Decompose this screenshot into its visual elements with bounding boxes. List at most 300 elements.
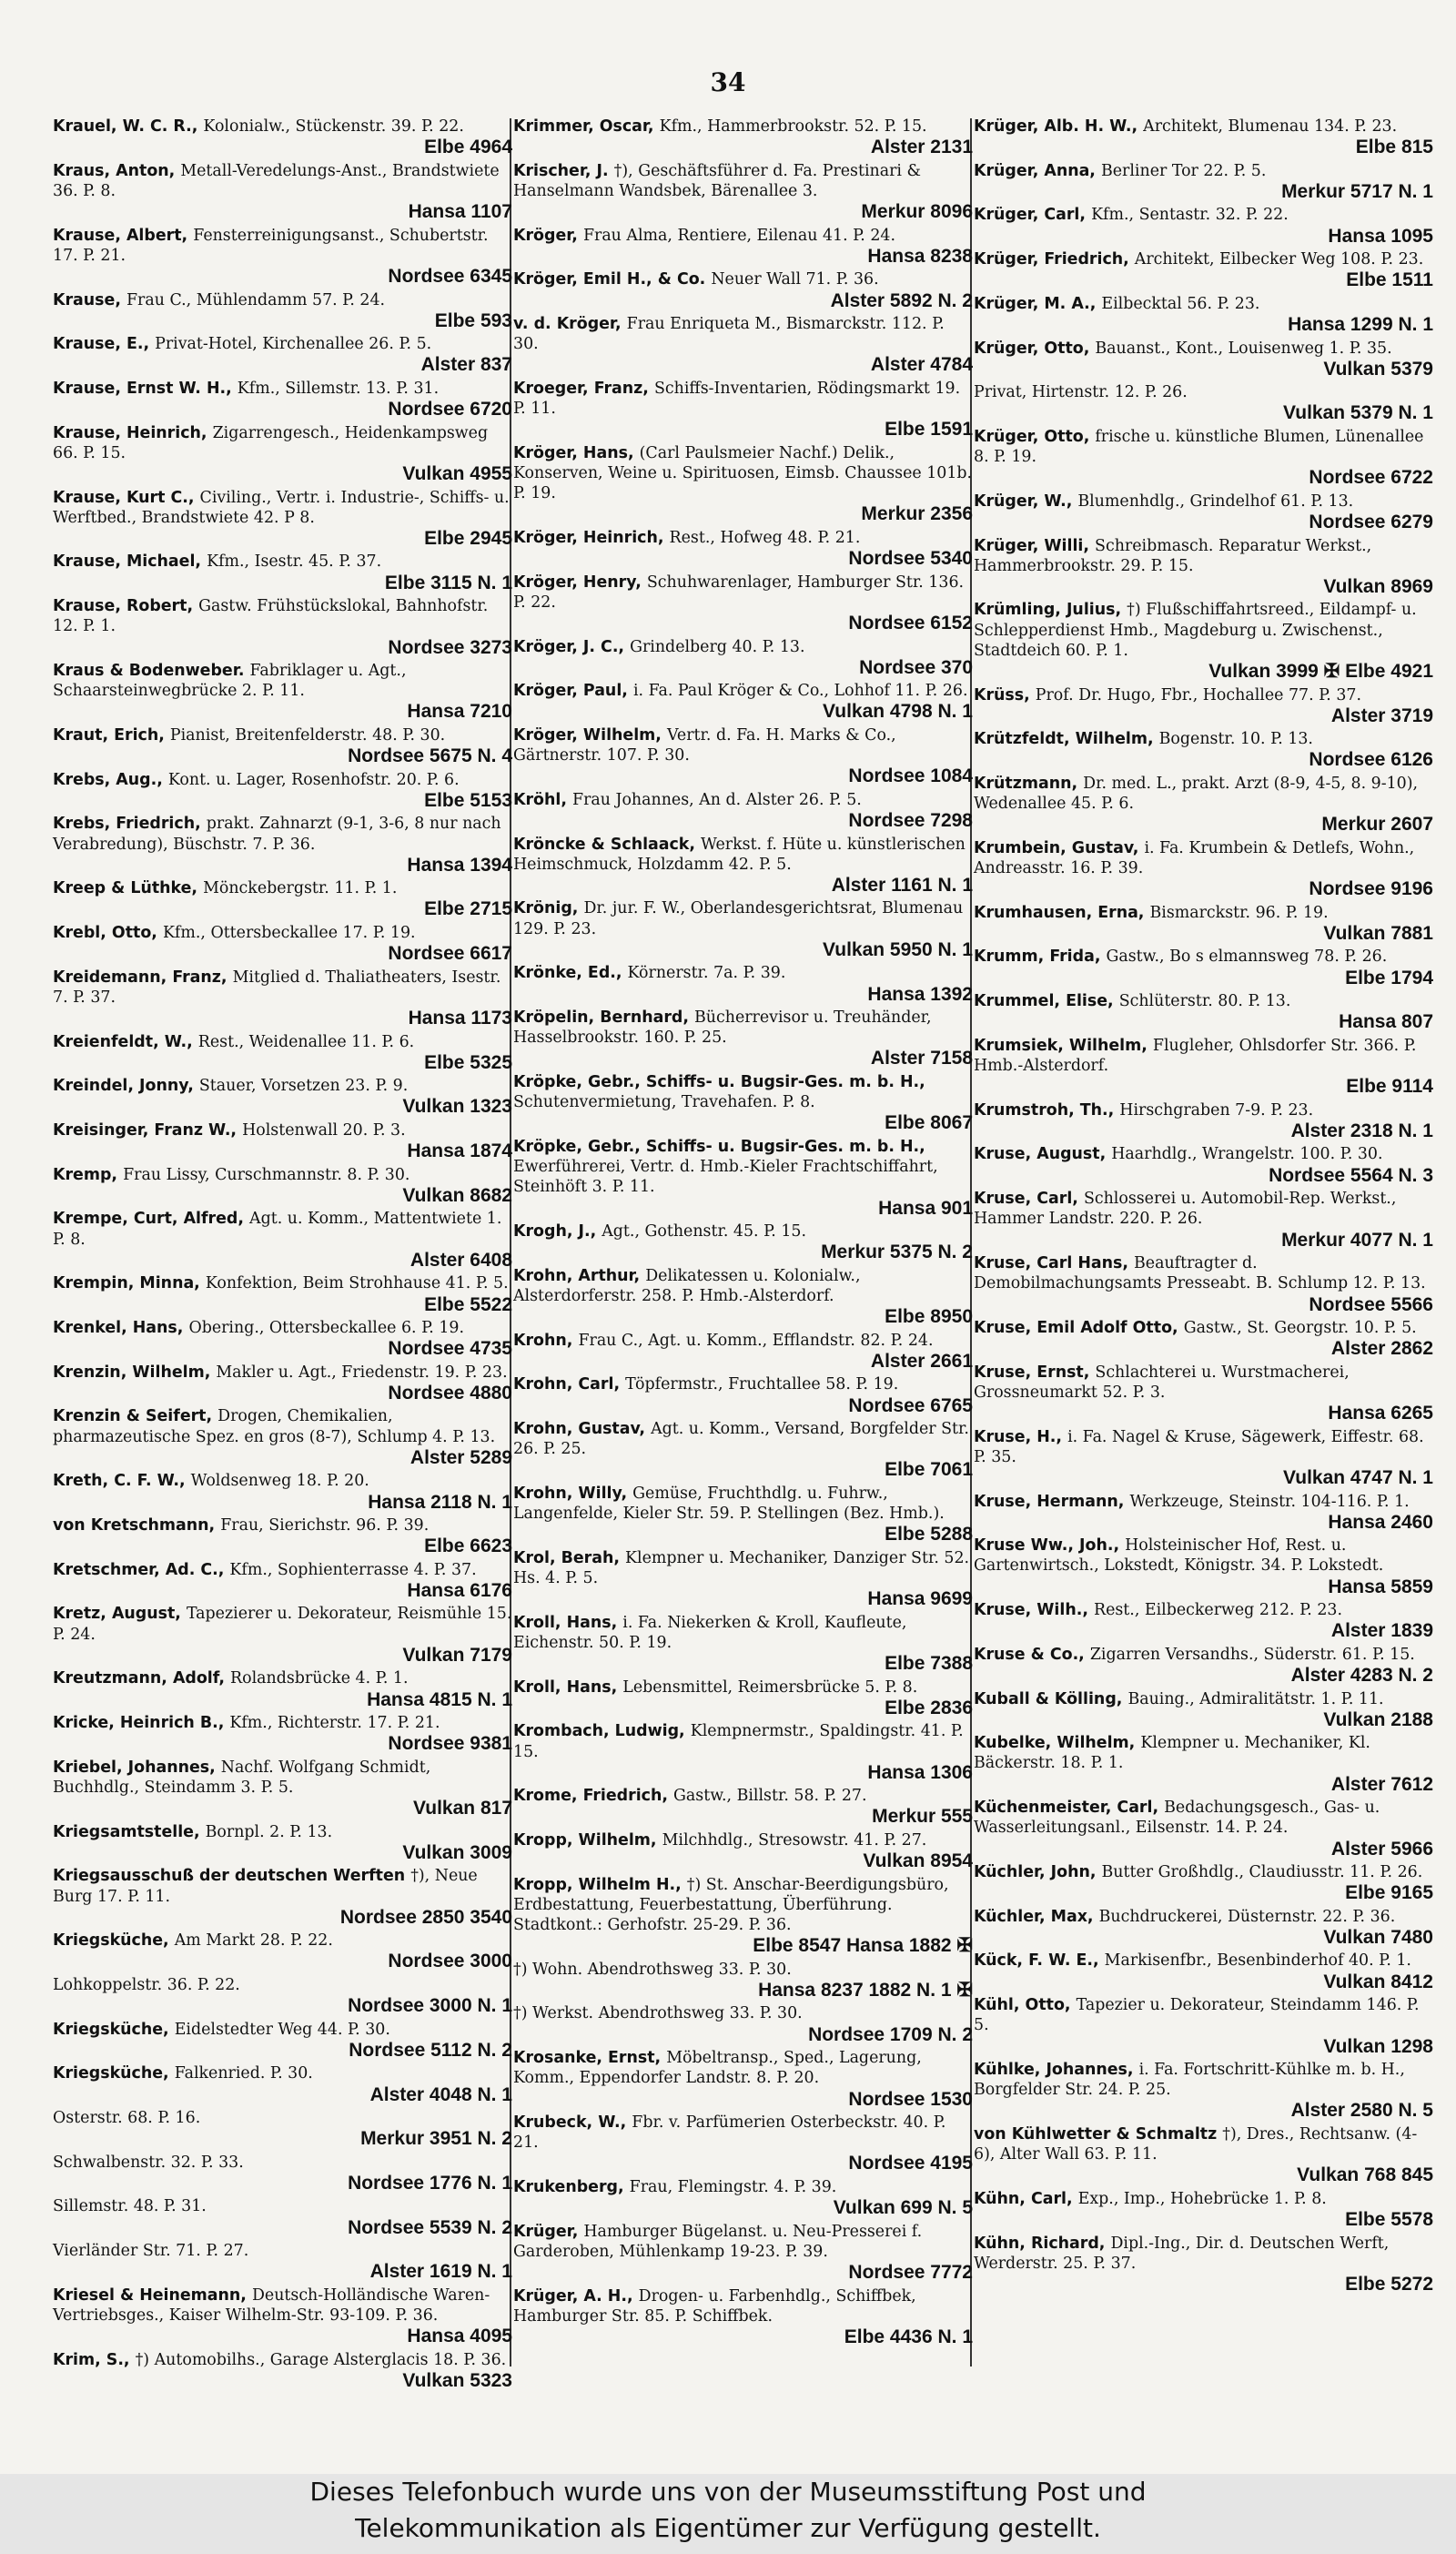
entry-phone [53,2128,512,2150]
phone-number: Elbe 1794 [1345,967,1433,988]
entry-details: Möbeltransp., Sped., Lagerung, Komm., Eppendorfer Landstr. 8. P. 20. [513,2049,922,2088]
entry-name: Kröger, Wilhelm, [513,725,667,745]
entry-details: Nachf. Wolfgang Schmidt, Buchhdlg., Steindamm 3. P. 5. [53,1758,431,1797]
entry-name: Krohn, Gustav, [513,1420,652,1439]
entry-details: Kfm., Isestr. 45. P. 37. [207,552,382,572]
directory-entry [974,1036,1433,1098]
entry-phone [513,2262,973,2284]
entry-phone [53,2084,512,2106]
directory-entry [974,1189,1433,1251]
directory-entry [974,1951,1433,1992]
entry-phone [513,1850,973,1872]
entry-details: Falkenried. P. 30. [174,2064,313,2083]
entry-phone [513,1935,973,1957]
phone-number: Elbe 5578 [1345,2209,1433,2231]
entry-name: Kremp, [53,1165,124,1184]
directory-entry [53,1076,512,1118]
phone-number: Nordsee 1709 N. 2 [808,2023,973,2045]
directory-entry [513,1875,973,1958]
entry-phone [513,1198,973,1220]
directory-entry [513,2003,973,2045]
directory-entry [974,161,1433,203]
entry-phone [974,1512,1433,1534]
directory-entry [53,379,512,421]
entry-details: †), Dres., Rechtsanw. (4-6), Alter Wall 63. P. 11. [974,2124,1418,2164]
phone-number: Elbe 6623 [424,1535,512,1557]
phone-number: Nordsee 6279 [1309,512,1433,533]
entry-details: Markisenfbr., Besenbinderhof 40. P. 1. [1104,1951,1411,1971]
entry-details: Tapezierer u. Dekorateur, Reismühle 15. P. 24. [53,1605,512,1644]
directory-entry [974,492,1433,533]
entry-phone [974,1927,1433,1949]
phone-number: Elbe 8067 [885,1112,973,1134]
phone-number: Nordsee 5112 N. 2 [349,2039,512,2061]
entry-name: Krumstroh, Th., [974,1100,1120,1120]
directory-entry [974,1733,1433,1795]
entry-details: Flugleher, Ohlsdorfer Str. 366. P. Hmb.-Alsterdorf. [974,1036,1417,1076]
entry-phone [53,137,512,158]
entry-details: frische u. künstliche Blumen, Lünenallee 8. P. 19. [974,427,1424,467]
entry-phone [513,875,973,897]
phone-number: Vulkan 8969 [1323,575,1433,597]
entry-phone [53,855,512,877]
directory-entry [53,1822,512,1864]
entry-phone [974,1665,1433,1687]
directory-entry [513,963,973,1005]
entry-phone [53,399,512,421]
entry-details: Metall-Veredelungs-Anst., Brandstwiete 36. P. 8. [53,161,500,200]
entry-details: Gastw. Frühstückslokal, Bahnhofstr. 12. P. 1. [53,597,489,636]
entry-phone [513,657,973,679]
phone-number: Nordsee 4195 [848,2153,973,2174]
entry-phone [974,1839,1433,1860]
phone-number: Merkur 4077 N. 1 [1281,1229,1433,1251]
phone-number: Hansa 2460 [1328,1511,1433,1533]
entry-details: Mönckebergstr. 11. P. 1. [203,879,398,898]
entry-name: von Kretschmann, [53,1516,221,1535]
entry-details: †) Automobilhs., Garage Alsterglacis 18. P. 36. [135,2350,507,2369]
entry-name: Kreienfeldt, W., [53,1032,198,1051]
directory-entry [974,117,1433,158]
entry-name: Kriegsküche, [53,2020,175,2039]
entry-phone [513,2326,973,2348]
phone-number: Hansa 1874 [407,1140,512,1162]
directory-entry [513,1072,973,1134]
phone-number: Elbe 2715 [424,898,512,920]
entry-name: Krüss, [974,685,1036,704]
directory-entry [513,1677,973,1719]
phone-number: Vulkan 2188 [1323,1708,1433,1730]
entry-phone [53,2261,512,2283]
entry-name: Kroeger, Franz, [513,379,654,398]
directory-entry [513,573,973,634]
entry-name: Kröger, Paul, [513,682,633,701]
entry-details: Holstenwall 20. P. 3. [242,1120,406,1140]
entry-details: Bauing., Admiralitätstr. 1. P. 11. [1127,1689,1384,1708]
entry-phone [974,314,1433,336]
entry-details: prakt. Zahnarzt (9-1, 3-6, 8 nur nach Verabredung), Büschstr. 7. P. 36. [53,815,501,854]
entry-details: Bücherrevisor u. Treuhänder, Hasselbrookstr. 160. P. 25. [513,1008,932,1048]
phone-number: Elbe 3115 N. 1 [384,572,512,593]
entry-name: Kruse, Ernst, [974,1363,1096,1382]
entry-phone [513,1698,973,1719]
entry-details: Kont. u. Lager, Rosenhofstr. 20. P. 6. [167,770,460,789]
directory-entry [974,2124,1433,2186]
phone-number: Nordsee 6345 [388,266,512,288]
entry-details: Klempner u. Mechaniker, Danziger Str. 52. Hs. 4. P. 5. [513,1548,970,1588]
entry-phone [974,1971,1433,1993]
directory-entry [513,161,973,223]
phone-number: Nordsee 6720 [388,399,512,421]
entry-name: Krause, Michael, [53,552,207,572]
directory-entry [53,814,512,876]
entry-phone [53,2173,512,2194]
entry-details: †) St. Anschar-Beerdigungsbüro, Erdbestattung, Feuerbestattung, Überführung. Stadtkont.: Gerhofstr. 25-29. P. 36. [513,1875,949,1935]
entry-name: Kraut, Erich, [53,725,170,745]
entry-phone [513,2089,973,2111]
phone-number: Merkur 2356 [861,503,973,525]
entry-details: Woldsenweg 18. P. 20. [190,1472,369,1491]
phone-number: Hansa 901 [878,1197,973,1219]
entry-name: Krenzin, Wilhelm, [53,1363,217,1382]
entry-name: Krosanke, Ernst, [513,2049,667,2068]
entry-details: Kfm., Sophienterrasse 4. P. 37. [229,1560,477,1579]
entry-details: i. Fa. Paul Kröger & Co., Lohhof 11. P. 26. [632,682,968,701]
directory-entry [974,1253,1433,1315]
entry-name: Kühn, Carl, [974,2189,1078,2208]
entry-phone [53,2370,512,2392]
entry-details: Eilbecktal 56. P. 23. [1101,294,1260,313]
directory-entry [974,205,1433,247]
phone-number: Hansa 1299 N. 1 [1288,314,1433,336]
entry-details: Gastw., St. Georgstr. 10. P. 5. [1183,1319,1417,1337]
phone-number: Elbe 4436 N. 1 [844,2326,973,2347]
entry-name: Krumsiek, Wilhelm, [974,1036,1153,1055]
entry-details: Frau C., Mühlendamm 57. P. 24. [126,290,386,309]
entry-details: Prof. Dr. Hugo, Fbr., Hochallee 77. P. 37. [1035,685,1362,704]
entry-details: Fensterreinigungsanst., Schubertstr. 17. P. 21. [53,226,489,265]
entry-phone [513,701,973,723]
directory-entry [513,2113,973,2174]
entry-details: Pianist, Breitenfelderstr. 48. P. 30. [169,725,446,745]
phone-number: Elbe 2836 [885,1697,973,1718]
entry-name: Krüger, [513,2222,584,2241]
directory-entry [53,488,512,550]
directory-entry [974,1798,1433,1860]
directory-entry [974,536,1433,598]
entry-name: Kühl, Otto, [974,1996,1077,2015]
phone-number: Nordsee 1084 [848,765,973,787]
entry-phone [974,1467,1433,1489]
entry-details: Schlosserei u. Automobil-Rep. Werkst., Hammer Landstr. 220. P. 26. [974,1190,1397,1229]
entry-phone [513,1351,973,1373]
entry-phone [53,745,512,767]
entry-phone [974,923,1433,945]
entry-name: Kriegsküche, [53,2064,175,2083]
entry-details: Hamburger Bügelanst. u. Neu-Presserei f. Garderoben, Mühlenkamp 19-23. P. 39. [513,2222,923,2261]
entry-details: Kfm., Richterstr. 17. P. 21. [229,1714,440,1733]
entry-details: Rolandsbrücke 4. P. 1. [230,1669,409,1688]
entry-phone [974,749,1433,771]
phone-number: Elbe 7061 [885,1459,973,1481]
directory-entry [513,226,973,268]
directory-entry [53,423,512,485]
phone-number: Hansa 2118 N. 1 [368,1491,512,1513]
entry-details: Schwalbenstr. 32. P. 33. [53,2153,244,2172]
entry-name: Krebl, Otto, [53,923,163,942]
entry-phone [53,1995,512,2017]
entry-phone [513,1653,973,1675]
entry-name: Krause, [53,290,126,309]
phone-number: Vulkan 4955 [402,463,512,485]
directory-entry [513,2048,973,2110]
entry-details: Schreibmasch. Reparatur Werkst., Hammerbrookstr. 29. P. 15. [974,536,1372,575]
entry-name: Kraus, Anton, [53,161,181,180]
entry-details: Kfm., Sentastr. 32. P. 22. [1091,206,1289,225]
entry-name: Kühlke, Johannes, [974,2061,1139,2080]
entry-phone [53,1052,512,1074]
entry-phone [974,661,1433,683]
entry-name: Krönig, [513,899,584,918]
entry-phone [513,1588,973,1610]
phone-number: Alster 1161 N. 1 [831,874,973,896]
directory-entry [53,1120,512,1162]
directory-entry [53,1471,512,1513]
entry-details: Milchhdlg., Stresowstr. 41. P. 27. [662,1830,927,1850]
directory-entry [974,1689,1433,1731]
phone-number: Hansa 6176 [407,1579,512,1601]
entry-phone [974,576,1433,598]
directory-entry [53,923,512,965]
directory-entry [53,1165,512,1207]
phone-number: Elbe 593 [434,309,512,331]
directory-entry [974,685,1433,727]
directory-entry [53,2063,512,2105]
entry-name: von Kühlwetter & Schmaltz [974,2124,1223,2144]
entry-name: Krenzin & Seifert, [53,1407,218,1426]
phone-number: Merkur 2607 [1321,814,1433,836]
entry-details: Buchdruckerei, Düsternstr. 22. P. 36. [1098,1907,1396,1926]
entry-name: Krauel, W. C. R., [53,117,204,136]
entry-phone [53,637,512,659]
entry-name: Kruse, August, [974,1145,1112,1164]
entry-name: Krüger, Anna, [974,161,1101,180]
directory-entry [974,729,1433,771]
entry-details: Berliner Tor 22. P. 5. [1100,161,1267,180]
entry-phone [974,1230,1433,1252]
phone-number: Vulkan 7881 [1323,922,1433,944]
entry-details: Agt. u. Komm., Versand, Borgfelder Str. 26. P. 25. [513,1420,969,1459]
entry-phone [513,201,973,223]
entry-name: Kruse, Carl Hans, [974,1254,1135,1273]
entry-phone [513,1395,973,1417]
entry-name: Krohn, Arthur, [513,1266,646,1285]
phone-number: Nordsee 4735 [388,1338,512,1360]
entry-phone [513,1112,973,1134]
phone-number: Hansa 1392 [867,983,973,1005]
entry-details: Holsteinischer Hof, Rest. u. Gartenwirtsch., Lokstedt, Königstr. 34. P. Lokstedt. [974,1536,1384,1576]
entry-details: Architekt, Blumenau 134. P. 23. [1143,117,1398,136]
entry-name: Krebs, Friedrich, [53,815,207,834]
phone-number: Elbe 1511 [1346,269,1433,291]
entry-phone [513,613,973,634]
entry-details: i. Fa. Krumbein & Detlefs, Wohn., Andreasstr. 16. P. 39. [974,838,1415,878]
entry-name: Kruse, H., [974,1427,1068,1446]
phone-number: Vulkan 8682 [402,1184,512,1206]
phone-number: Elbe 5272 [1345,2273,1433,2295]
phone-number: Elbe 9114 [1346,1076,1433,1098]
entry-details: Fabriklager u. Agt., Schaarsteinwegbrücke 2. P. 11. [53,662,407,701]
entry-phone [974,1165,1433,1187]
phone-number: Nordsee 5675 N. 4 [348,745,512,767]
entry-details: Dipl.-Ing., Dir. d. Deutschen Werft, Werderstr. 25. P. 37. [974,2234,1390,2273]
directory-entry [974,947,1433,988]
entry-name: Krause, Kurt C., [53,488,200,507]
directory-entry [513,443,973,526]
entry-name: Kubelke, Wilhelm, [974,1734,1141,1753]
phone-number: Vulkan 7480 [1323,1926,1433,1948]
phone-number: Vulkan 8412 [1323,1971,1433,1992]
entry-name: Krüger, Alb. H. W., [974,117,1144,136]
phone-number: Hansa 807 [1339,1011,1433,1033]
entry-name: Krempin, Minna, [53,1274,206,1293]
directory-entry [974,1144,1433,1186]
directory-entry [513,898,973,960]
entry-name: Krümling, Julius, [974,601,1127,620]
entry-name: Kreindel, Jonny, [53,1077,199,1096]
entry-details: †) Flußschiffahrtsreed., Eildampf- u. Schlepperdienst Hmb., Magdeburg u. Zwischenst., Stadtdeich 60. P. 1. [974,601,1417,660]
entry-phone [53,1383,512,1404]
entry-phone [53,463,512,485]
directory-entry [513,1613,973,1675]
entry-details: Tapezier u. Dekorateur, Steindamm 146. P. 5. [974,1996,1420,2035]
entry-phone [974,181,1433,203]
entry-name: Krebs, Aug., [53,770,168,789]
directory-entry [974,1318,1433,1360]
directory-entry [513,1960,973,2002]
phone-number: Vulkan 5379 N. 1 [1283,402,1433,424]
entry-phone [53,1645,512,1667]
entry-phone [513,246,973,268]
directory-entry [53,2196,512,2238]
entry-details: Vierländer Str. 71. P. 27. [53,2242,249,2261]
entry-details: Kolonialw., Stückenstr. 39. P. 22. [203,117,464,136]
entry-details: Privat-Hotel, Kirchenallee 26. P. 5. [155,335,432,354]
entry-phone [53,1842,512,1864]
entry-phone [974,1294,1433,1316]
directory-entry [974,1907,1433,1949]
entry-details: Butter Großhdlg., Claudiusstr. 11. P. 26. [1101,1863,1423,1882]
phone-number: Merkur 555 [872,1806,973,1828]
phone-number: Vulkan 8954 [863,1850,973,1872]
directory-entry [974,2234,1433,2296]
entry-phone [53,1185,512,1207]
phone-number: Vulkan 817 [413,1798,512,1819]
entry-details: Zigarren Versandhs., Süderstr. 61. P. 15. [1089,1645,1415,1664]
entry-name: Krumm, Frida, [974,948,1107,967]
directory-entry [513,528,973,570]
entry-name: Krombach, Ludwig, [513,1722,691,1741]
directory-entry [513,835,973,897]
directory-entry [974,2189,1433,2231]
phone-number: Hansa 8238 [867,245,973,267]
phone-number: Alster 2318 N. 1 [1290,1120,1433,1141]
directory-entry [974,1600,1433,1642]
entry-details: Eidelstedter Weg 44. P. 30. [174,2020,390,2039]
phone-number: Vulkan 5950 N. 1 [823,938,973,960]
entry-details: Frau Enriqueta M., Bismarckstr. 112. P. 30. [513,315,945,354]
entry-name: Küchler, Max, [974,1907,1099,1926]
entry-details: Schutenvermietung, Travehafen. P. 8. [513,1093,815,1112]
directory-entry [974,294,1433,336]
directory-entry [513,1331,973,1373]
phone-number: Elbe 4964 [424,137,512,158]
entry-phone [53,2040,512,2062]
entry-phone [974,359,1433,380]
entry-name: Kriegsausschuß der deutschen Werften [53,1867,411,1886]
entry-phone [974,705,1433,727]
entry-phone [513,939,973,961]
directory-entry [974,1645,1433,1687]
entry-details: Gastw., Bo s elmannsweg 78. P. 26. [1106,948,1388,967]
phone-number: Merkur 5717 N. 1 [1281,180,1433,202]
entry-details: Gastw., Billstr. 58. P. 27. [673,1787,867,1806]
phone-number: Vulkan 4747 N. 1 [1283,1467,1433,1489]
entry-name: Kröger, J. C., [513,637,631,656]
phone-number: Alster 4048 N. 1 [369,2083,512,2105]
phone-number: Alster 1839 [1330,1620,1433,1642]
directory-entry [53,2153,512,2194]
entry-name: Kreth, C. F. W., [53,1472,191,1491]
directory-entry [53,2241,512,2283]
phone-number: Hansa 1095 [1328,225,1433,247]
entry-phone [53,1907,512,1929]
entry-phone [974,1403,1433,1424]
directory-entry [53,552,512,593]
phone-number: Elbe 8950 [885,1306,973,1328]
page-number: 34 [710,67,746,97]
phone-number: Elbe 5522 [424,1293,512,1315]
directory-entry [53,1273,512,1315]
entry-phone [53,1798,512,1819]
entry-phone [974,467,1433,489]
phone-number: Nordsee 1530 [848,2088,973,2110]
entry-name: Kröger, Henry, [513,573,647,592]
entry-name: Krüger, Carl, [974,206,1092,225]
entry-details: Mitglied d. Thaliatheaters, Isestr. 7. P. 37. [53,968,501,1007]
directory-entry [53,226,512,288]
entry-name: Krützmann, [974,774,1084,793]
entry-phone [513,1306,973,1328]
entry-name: Krumhausen, Erna, [974,903,1150,922]
entry-details: i. Fa. Fortschritt-Kühlke m. b. H., Borgfelder Str. 24. P. 25. [974,2061,1405,2100]
entry-details: Drogen- u. Farbenhdlg., Schiffbek, Hamburger Str. 85. P. Schiffbek. [513,2286,916,2326]
entry-details: Bauanst., Kont., Louisenweg 1. P. 35. [1095,339,1392,358]
directory-entry [513,1221,973,1263]
entry-name: Krempe, Curt, Alfred, [53,1210,250,1229]
entry-details: Frau, Sierichstr. 96. P. 39. [220,1516,430,1535]
phone-number: Vulkan 3999 ✠ Elbe 4921 [1208,661,1433,683]
phone-number: Alster 1619 N. 1 [369,2261,512,2283]
entry-name: Kröpelin, Bernhard, [513,1008,695,1028]
entry-phone [53,1951,512,1972]
phone-number: Nordsee 6765 [848,1394,973,1416]
entry-name: Kreep & Lüthke, [53,879,204,898]
directory-entry [53,1604,512,1666]
entry-phone [974,1338,1433,1360]
entry-name: Krause, Robert, [53,597,199,616]
entry-details: Am Markt 28. P. 22. [174,1931,333,1951]
